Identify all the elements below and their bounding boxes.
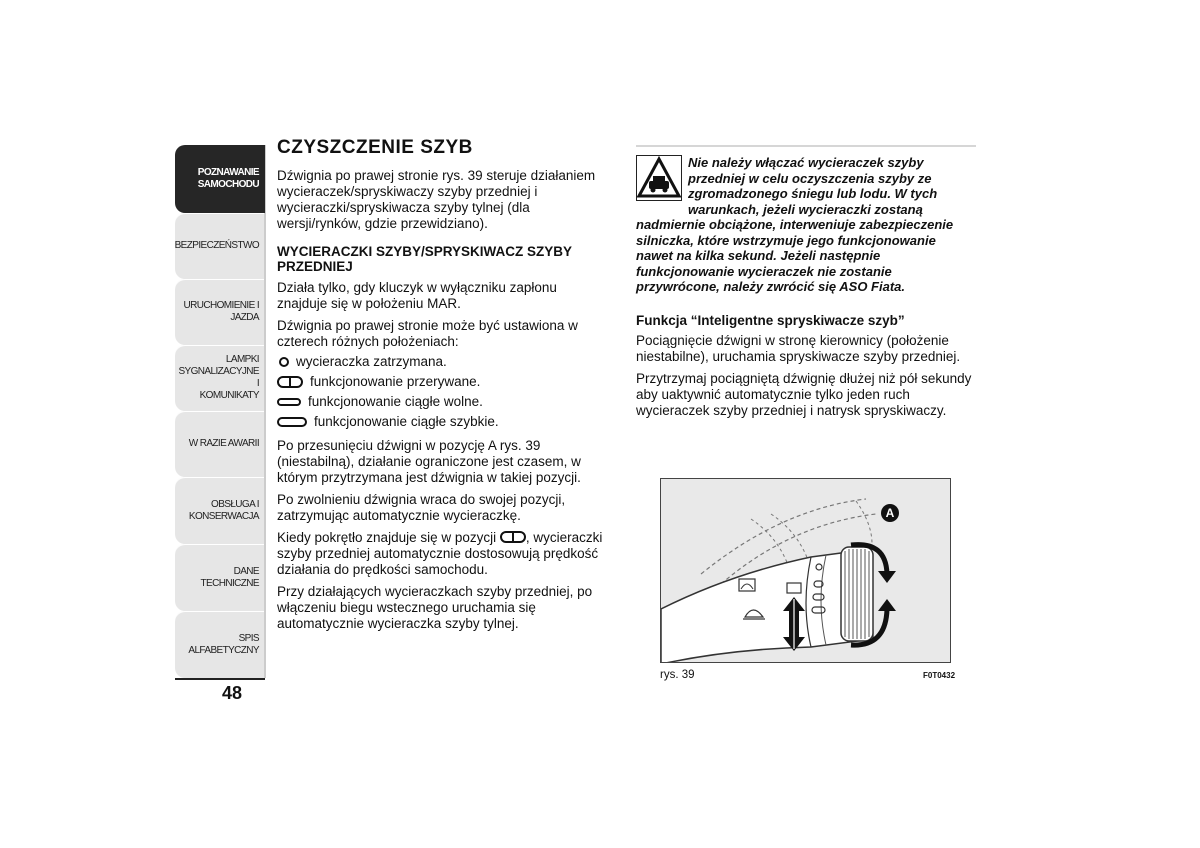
stalk-figure [660, 478, 951, 663]
wiper-fast-icon [277, 417, 307, 427]
wiper-slow-icon [277, 398, 301, 406]
paragraph-mar: Działa tylko, gdy kluczyk w wyłączniku zapłonu znajduje się w położeniu MAR. [277, 280, 557, 311]
wiper-stalk-illustration [661, 479, 951, 663]
right-column [636, 145, 976, 425]
mode-text: funkcjonowanie ciągłe wolne. [308, 394, 483, 409]
mode-text: wycieraczka zatrzymana. [296, 354, 447, 369]
wiper-intermittent-icon [500, 531, 526, 543]
smart-washers-paragraph-1: Pociągnięcie dźwigni w stronę kierownicy (położenie niestabilne), uruchamia spryskiwacze szyby przedniej. [636, 332, 961, 364]
figure-code: F0T0432 [923, 671, 956, 680]
intro-paragraph: Dźwignia po prawej stronie rys. 39 steruje działaniem wycieraczek/spryskiwaczy szyby przedniej i wycieraczki/spryskiwacza szyby tylnej (dla wersji/rynków, gdzie przewidziano). [277, 168, 596, 231]
auto-speed-text-start: Kiedy pokrętło znajduje się w pozycji [277, 530, 497, 545]
paragraph-release: Po zwolnieniu dźwignia wraca do swojej pozycji, zatrzymując automatycznie wycieraczkę. [277, 492, 566, 523]
subsection-title: WYCIERACZKI SZYBY/SPRYSKIWACZ SZYBY PRZEDNIEJ [277, 244, 572, 274]
page-number-rule [175, 678, 265, 680]
warning-triangle-icon [636, 155, 682, 201]
tab-bezpieczenstwo[interactable]: BEZPIECZEŃSTWO [175, 213, 265, 279]
paragraph-auto-speed [277, 530, 607, 578]
paragraph-positions: Dźwignia po prawej stronie może być ustawiona w czterech różnych położeniach: [277, 318, 578, 349]
mode-text: funkcjonowanie przerywane. [310, 374, 481, 389]
smart-washers-paragraph-2: Przytrzymaj pociągniętą dźwignię dłużej niż pół sekundy aby uaktywnić automatycznie tylko jeden ruch wycieraczek szyby przedniej i natrysk spryskiwaczy. [636, 370, 972, 418]
paragraph-position-a: Po przesunięciu dźwigni w pozycję A rys. 39 (niestabilną), działanie ograniczone jest czasem, w którym przytrzymana jest dźwignia w takiej pozycji. [277, 438, 581, 485]
mode-text: funkcjonowanie ciągłe szybkie. [314, 414, 499, 429]
tab-poznawanie-samochodu[interactable]: POZNAWANIE SAMOCHODU [175, 145, 265, 213]
warning-text: Nie należy włączać wycieraczek szyby przedniej w celu oczyszczenia szyby ze zgromadzonego śniegu lub lodu. W tych warunkach, jeżeli wycieraczki zostaną nadmiernie obciążone, interweniuje zabezpieczenie silniczka, które wstrzymuje jego funkcjonowanie nawet na kilka sekund. Jeżeli następnie funkcjonowanie wycieraczek nie zostanie przywrócone, należy zwrócić się ASO Fiata. [636, 155, 954, 294]
figure-caption: rys. 39 [660, 669, 695, 681]
tab-dane-techniczne[interactable]: DANE TECHNICZNE [175, 544, 265, 611]
wiper-off-icon [279, 357, 289, 367]
mode-item-off [277, 352, 607, 372]
tab-w-razie-awarii[interactable]: W RAZIE AWARII [175, 411, 265, 477]
mode-item-slow [277, 392, 607, 412]
tab-strip-divider [264, 145, 266, 678]
tab-obsluga-i-konserwacja[interactable]: OBSŁUGA I KONSERWACJA [175, 477, 265, 544]
mode-item-intermittent [277, 372, 607, 392]
tab-spis-alfabetyczny[interactable]: SPIS ALFABETYCZNY [175, 611, 265, 678]
warning-box [636, 145, 976, 295]
label-a: A [885, 506, 895, 520]
smart-washers-heading: Funkcja “Inteligentne spryskiwacze szyb” [636, 312, 905, 328]
paragraph-reverse: Przy działających wycieraczkach szyby przedniej, po włączeniu biegu wstecznego uruchamia się automatycznie wycieraczka szyby tylnej. [277, 584, 593, 631]
page-number: 48 [222, 683, 243, 703]
mode-item-fast [277, 412, 607, 432]
tab-uruchomienie-i-jazda[interactable]: URUCHOMIENIE I JAZDA [175, 279, 265, 345]
tab-lampki-sygnalizacyjne[interactable]: LAMPKI SYGNALIZACYJNE I KOMUNIKATY [175, 345, 265, 411]
section-title: CZYSZCZENIE SZYB [277, 137, 473, 158]
left-column [277, 137, 607, 638]
wiper-intermittent-icon [277, 376, 303, 388]
auto-speed-text-end: , wycieraczki szyby przedniej automatycznie dostosowują prędkość działania do prędkości samochodu. [277, 530, 603, 577]
